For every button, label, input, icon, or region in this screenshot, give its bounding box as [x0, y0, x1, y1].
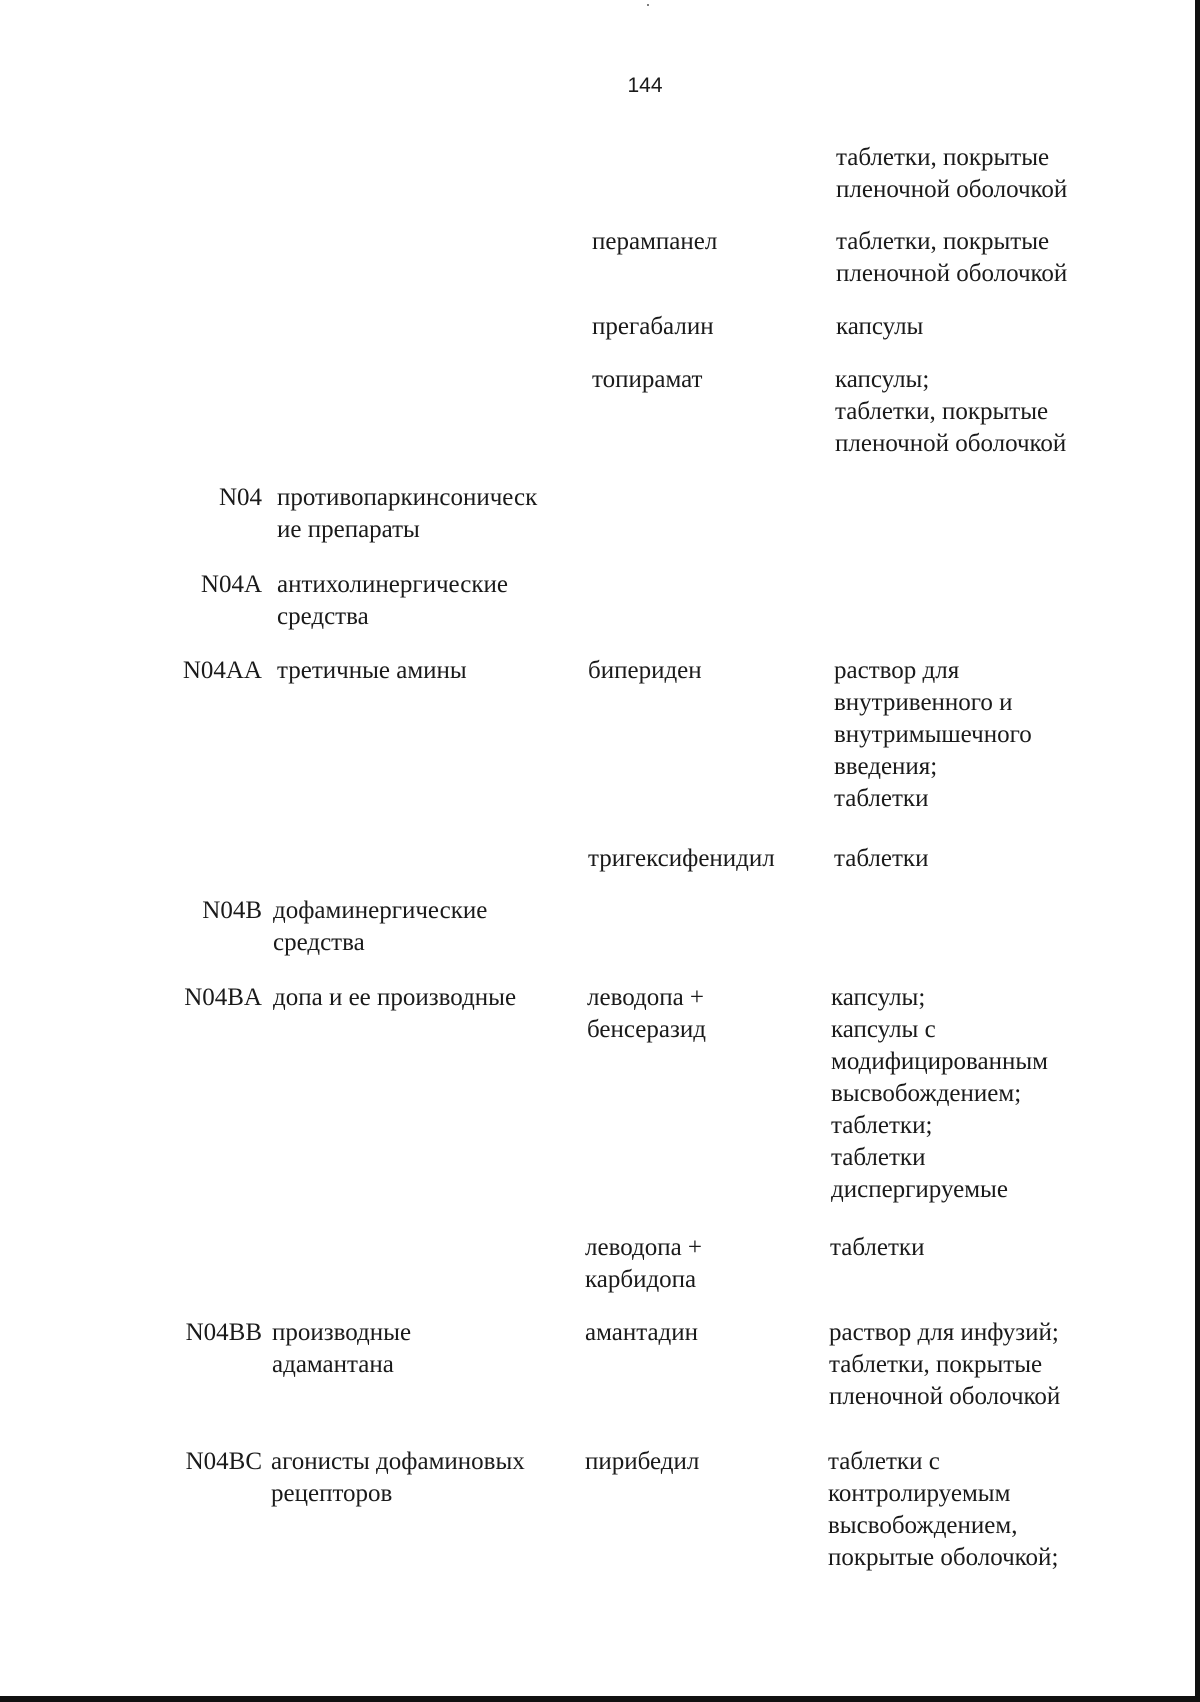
dosage-form	[836, 311, 923, 343]
dosage-form-line: таблетки с	[828, 1448, 940, 1475]
group-name-line: рецепторов	[271, 1480, 393, 1507]
atc-code	[219, 482, 262, 514]
group-name	[277, 482, 537, 546]
atc-code-text: N04A	[200, 571, 262, 598]
group-name	[272, 1317, 411, 1381]
group-name	[273, 895, 487, 959]
drug-name	[592, 311, 714, 343]
dosage-form-line: пленочной оболочкой	[836, 176, 1068, 203]
dosage-form-line: внутривенного и	[834, 689, 1013, 716]
drug-name-line: леводопа +	[585, 1234, 703, 1261]
group-name	[277, 569, 508, 633]
dosage-form-line: таблетки, покрытые	[836, 144, 1050, 171]
dosage-form-line: пленочной оболочкой	[836, 260, 1068, 287]
drug-name	[588, 655, 702, 687]
drug-name-line: бипериден	[588, 657, 702, 684]
dosage-form-line: пленочной оболочкой	[835, 430, 1067, 457]
dosage-form-line: таблетки	[831, 1144, 926, 1171]
atc-code-text: N04BB	[185, 1319, 262, 1346]
atc-code-text: N04B	[202, 897, 262, 924]
drug-name-line: топирамат	[592, 366, 703, 393]
dosage-form	[834, 655, 1032, 815]
group-name-line: антихолинергические	[277, 571, 508, 598]
dosage-form-line: капсулы с	[831, 1016, 936, 1043]
dosage-form-line: диспергируемые	[831, 1176, 1008, 1203]
dosage-form-line: таблетки	[834, 785, 929, 812]
dosage-form-line: капсулы	[836, 313, 924, 340]
dosage-form-line: таблетки;	[831, 1112, 933, 1139]
dosage-form	[836, 142, 1067, 206]
dosage-form-line: введения;	[834, 753, 938, 780]
dosage-form	[828, 1446, 1058, 1574]
dosage-form	[834, 843, 928, 875]
drug-name-line: перампанел	[592, 228, 718, 255]
atc-code-text: N04AA	[182, 657, 262, 684]
atc-code	[183, 655, 262, 687]
atc-code-text: N04	[218, 484, 262, 511]
dosage-form-line: высвобождением,	[828, 1512, 1018, 1539]
dosage-form	[836, 226, 1067, 290]
group-name	[273, 982, 516, 1014]
scan-speck	[647, 4, 649, 6]
dosage-form-line: таблетки	[830, 1234, 925, 1261]
group-name-line: третичные амины	[277, 657, 467, 684]
drug-name-line: бенсеразид	[587, 1016, 706, 1043]
drug-name	[588, 843, 775, 875]
drug-name-line: леводопа +	[587, 984, 705, 1011]
dosage-form-line: покрытые оболочкой;	[828, 1544, 1059, 1571]
scan-border-right	[1195, 0, 1200, 1702]
drug-name-line: пирибедил	[585, 1448, 700, 1475]
atc-code-text: N04BA	[184, 984, 262, 1011]
dosage-form-line: внутримышечного	[834, 721, 1032, 748]
drug-name	[587, 982, 706, 1046]
drug-name	[592, 226, 717, 258]
dosage-form	[831, 982, 1048, 1206]
dosage-form-line: капсулы;	[835, 366, 930, 393]
group-name	[271, 1446, 525, 1510]
drug-name-line: амантадин	[585, 1319, 699, 1346]
group-name-line: ие препараты	[277, 516, 420, 543]
dosage-form-line: высвобождением;	[831, 1080, 1022, 1107]
group-name-line: дофаминергические	[273, 897, 488, 924]
group-name-line: допа и ее производные	[273, 984, 517, 1011]
group-name-line: противопаркинсоническ	[277, 484, 538, 511]
dosage-form-line: контролируемым	[828, 1480, 1011, 1507]
group-name-line: агонисты дофаминовых	[271, 1448, 525, 1475]
atc-code	[186, 1446, 262, 1478]
dosage-form	[830, 1232, 924, 1264]
group-name-line: адамантана	[272, 1351, 394, 1378]
group-name-line: средства	[273, 929, 365, 956]
drug-name	[585, 1317, 698, 1349]
drug-name-line: прегабалин	[592, 313, 714, 340]
atc-code	[186, 1317, 262, 1349]
dosage-form	[829, 1317, 1060, 1413]
drug-name-line: карбидопа	[585, 1266, 697, 1293]
group-name	[277, 655, 467, 687]
atc-code	[202, 895, 262, 927]
scan-border-bottom	[0, 1696, 1200, 1702]
dosage-form-line: раствор для	[834, 657, 960, 684]
dosage-form-line: раствор для инфузий;	[829, 1319, 1059, 1346]
page-number: 144	[627, 74, 663, 97]
dosage-form-line: таблетки, покрытые	[835, 398, 1049, 425]
drug-name	[585, 1232, 702, 1296]
drug-name	[592, 364, 702, 396]
atc-code	[201, 569, 262, 601]
drug-name	[585, 1446, 699, 1478]
atc-code	[184, 982, 262, 1014]
dosage-form-line: пленочной оболочкой	[829, 1383, 1061, 1410]
dosage-form-line: капсулы;	[831, 984, 926, 1011]
drug-name-line: тригексифенидил	[588, 845, 775, 872]
dosage-form-line: таблетки, покрытые	[836, 228, 1050, 255]
dosage-form	[835, 364, 1066, 460]
atc-code-text: N04BC	[185, 1448, 262, 1475]
dosage-form-line: таблетки, покрытые	[829, 1351, 1043, 1378]
dosage-form-line: таблетки	[834, 845, 929, 872]
group-name-line: средства	[277, 603, 369, 630]
dosage-form-line: модифицированным	[831, 1048, 1048, 1075]
group-name-line: производные	[272, 1319, 412, 1346]
